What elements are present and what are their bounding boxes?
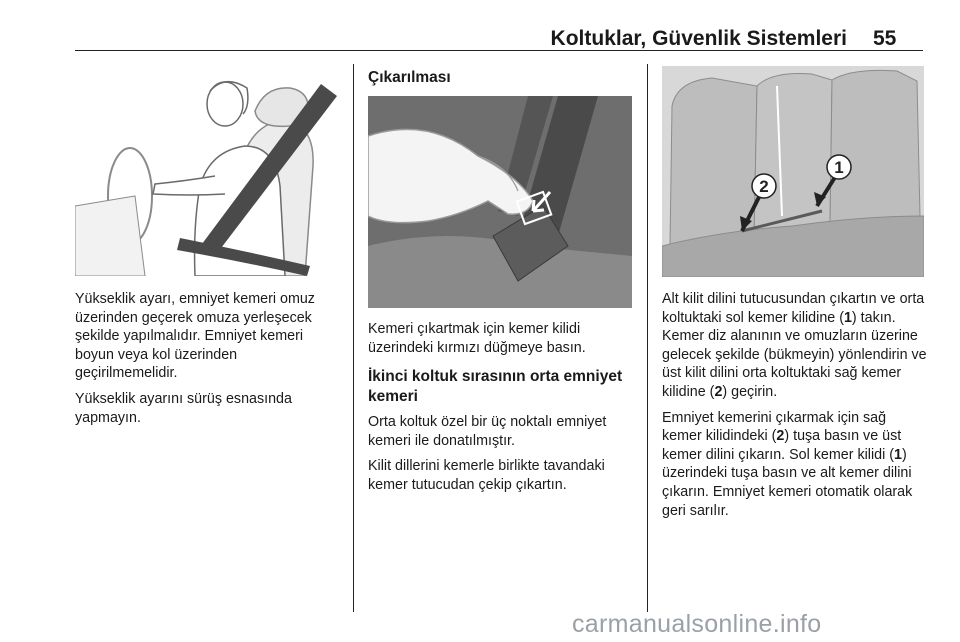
driver-seatbelt-illustration (75, 66, 338, 276)
column1-paragraph-1: Yükseklik ayarı, emniyet kemeri omuz üzerinden geçerek omuza yerleşecek şekilde yapılmalıdır. Emniyet kemeri boyun veya kol üzerinden geçirilmemelidir. (75, 291, 315, 382)
column3-paragraph-2 (662, 409, 928, 521)
column3-paragraph-1 (662, 290, 928, 402)
column-divider-2 (647, 64, 648, 612)
figure-label-2: 2 (759, 177, 769, 196)
text-run: ) üzerindeki tuşa basın ve alt kemer dilini çıkarın. Emniyet kemeri otomatik olarak geri sarılır. (662, 446, 913, 519)
column1-text (75, 290, 337, 434)
buckle-release-photo (368, 96, 632, 308)
column-divider-1 (353, 64, 354, 612)
text-run: Alt kilit dilini tutucusundan çıkartın ve orta koltuktaki sol kemer kilidine ( (662, 291, 925, 326)
watermark: carmanualsonline.info (572, 610, 822, 638)
buckle-caption: Kemeri çıkartmak için kemer kilidi üzerindeki kırmızı düğmeye basın. (368, 321, 586, 356)
text-run: ) geçirin. (722, 383, 778, 400)
header-rule (75, 50, 923, 51)
text-run: ) takın. Kemer diz alanının ve omuzların üzerine gelecek şekilde (bükmeyin) yönlendirin ve üst kilit dilini orta koltuktaki sağ kemer kilidine ( (662, 309, 927, 400)
column2-paragraph-2: Kilit dillerini kemerle birlikte tavandaki kemer tutucudan çekip çıkartın. (368, 458, 605, 493)
figure-label-1: 1 (834, 158, 844, 177)
section-heading-middle-belt: İkinci koltuk sırasının orta emniyet kemeri (368, 368, 623, 406)
text-run: Emniyet kemerini çıkarmak için sağ kemer kilidindeki ( (662, 409, 887, 445)
ref-number: 2 (776, 428, 785, 445)
page-header-title: Koltuklar, Güvenlik Sistemleri (550, 27, 847, 50)
rear-seat-belt-illustration (662, 66, 924, 277)
section-heading-removal: Çıkarılması (368, 69, 451, 86)
page-number: 55 (873, 27, 897, 50)
ref-number: 1 (894, 446, 902, 463)
column2-paragraph-1: Orta koltuk özel bir üç noktalı emniyet kemeri ile donatılmıştır. (368, 414, 607, 449)
ref-number: 1 (843, 309, 852, 326)
column3-text (662, 290, 928, 527)
text-run: ) tuşa basın ve üst kemer dilini çıkarın. Sol kemer kilidi ( (662, 428, 902, 463)
column1-paragraph-2: Yükseklik ayarını sürüş esnasında yapmayın. (75, 390, 292, 426)
ref-number: 2 (714, 383, 723, 400)
column2-text (368, 320, 638, 502)
column2-heading-wrap (368, 68, 638, 94)
